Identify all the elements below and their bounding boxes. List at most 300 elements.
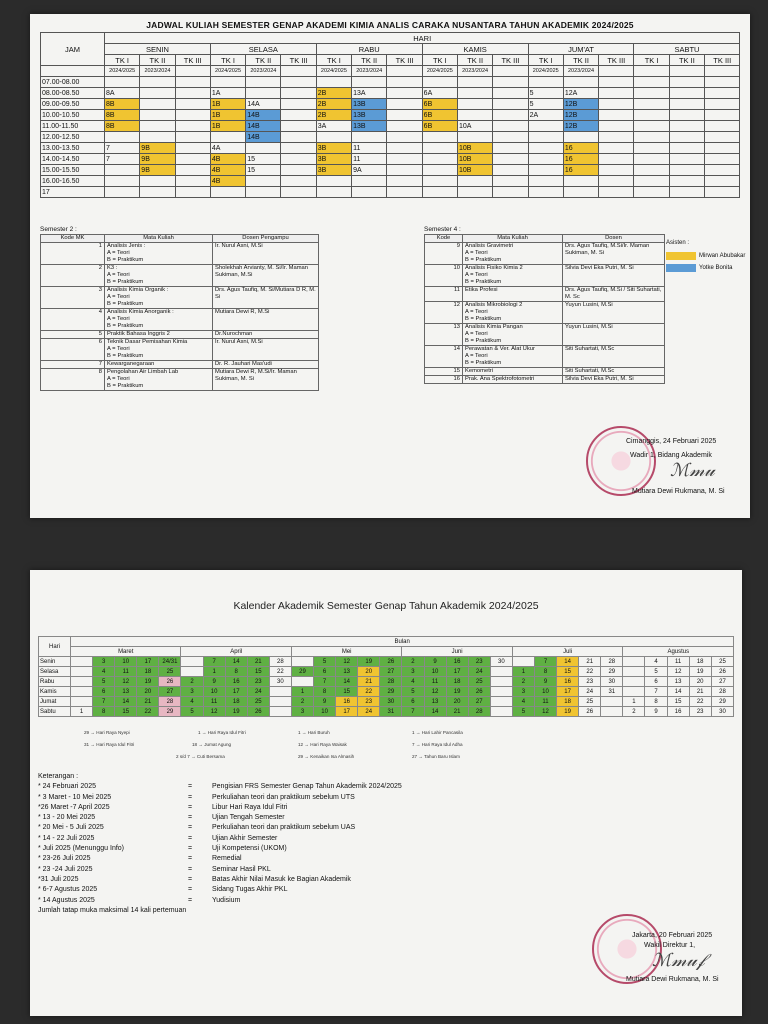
calendar-date: 12 <box>336 657 358 667</box>
calendar-date: 13 <box>424 697 446 707</box>
class-cell <box>669 143 704 154</box>
calendar-date: 16 <box>667 707 689 717</box>
class-cell <box>105 165 140 176</box>
class-cell: 9B <box>140 165 175 176</box>
class-cell <box>175 154 210 165</box>
course-code: 7 <box>41 361 105 369</box>
holiday-item: 29 → Hari Raya Nyepi <box>84 730 130 735</box>
class-cell <box>457 110 492 121</box>
calendar-date: 9 <box>645 707 667 717</box>
class-cell <box>140 176 175 187</box>
semester4-table <box>424 234 665 384</box>
calendar-date: 5 <box>181 707 203 717</box>
class-cell <box>634 110 669 121</box>
calendar-date: 4 <box>512 697 534 707</box>
class-cell: 5 <box>528 99 563 110</box>
course-line: B = Praktikum <box>465 338 502 344</box>
calendar-date <box>291 677 313 687</box>
class-cell <box>599 187 634 198</box>
course-lecturer: Sholekhah Arvianty, M. Si/Ir. Maman Sukiman, M.Si <box>213 265 319 287</box>
class-cell <box>705 88 740 99</box>
day-header: SABTU <box>634 44 740 55</box>
calendar-date: 3 <box>512 687 534 697</box>
course-row <box>41 309 319 331</box>
calendar-date: 17 <box>446 667 468 677</box>
calendar-notes <box>38 772 402 916</box>
course-line: B = Praktikum <box>107 279 144 285</box>
calendar-date: 22 <box>137 707 159 717</box>
class-cell <box>493 110 528 121</box>
calendar-date: 18 <box>137 667 159 677</box>
course-line: B = Praktikum <box>107 353 144 359</box>
signature2-role: Wakil Direktur 1, <box>644 942 696 949</box>
calendar-date: 12 <box>534 707 556 717</box>
class-cell <box>705 132 740 143</box>
class-cell <box>246 187 281 198</box>
calendar-date: 19 <box>446 687 468 697</box>
semester2-table <box>40 234 319 391</box>
course-row <box>41 369 319 391</box>
course-lecturer: Siti Suhartati, M.Sc <box>563 346 665 368</box>
class-cell <box>705 176 740 187</box>
course-lecturer: Ir. Nurul Asni, M.Si <box>213 339 319 361</box>
calendar-day-name: Sabtu <box>39 707 71 717</box>
class-cell <box>669 88 704 99</box>
course-line: A = Teori <box>465 331 488 337</box>
class-cell <box>669 99 704 110</box>
calendar-date: 20 <box>358 667 380 677</box>
calendar-date: 28 <box>159 697 181 707</box>
class-cell: 6B <box>422 110 457 121</box>
class-cell <box>528 176 563 187</box>
class-cell <box>457 99 492 110</box>
course-line: A = Teori <box>107 272 130 278</box>
course-line: Analisis Kimia Pangan <box>465 324 523 330</box>
day-header: SELASA <box>210 44 316 55</box>
course-line: B = Praktikum <box>107 257 144 263</box>
class-cell <box>669 176 704 187</box>
calendar-date: 30 <box>490 657 512 667</box>
class-cell <box>669 110 704 121</box>
calendar-date: 24 <box>358 707 380 717</box>
calendar-date: 11 <box>115 667 137 677</box>
course-line: B = Praktikum <box>465 360 502 366</box>
calendar-date: 19 <box>358 657 380 667</box>
calendar-date: 9 <box>203 677 225 687</box>
class-cell <box>175 132 210 143</box>
class-cell: 4B <box>210 154 245 165</box>
course-name <box>463 376 563 384</box>
class-cell <box>563 187 598 198</box>
class-cell: 10B <box>457 154 492 165</box>
course-row <box>41 265 319 287</box>
signature2-place-date: Jakarta, 20 Februari 2025 <box>632 932 713 939</box>
calendar-date: 21 <box>358 677 380 687</box>
course-line: Analisis Mikrobiologi 2 <box>465 302 523 308</box>
schedule-row <box>41 110 740 121</box>
holiday-item: 2 s/d 7 → Cuti Bersama <box>176 754 225 759</box>
class-cell <box>528 154 563 165</box>
class-cell <box>140 121 175 132</box>
class-cell <box>210 132 245 143</box>
course-name <box>105 287 213 309</box>
class-cell: 8B <box>105 99 140 110</box>
class-cell: 13B <box>352 121 387 132</box>
calendar-date <box>269 687 291 697</box>
course-line: Etika Profesi <box>465 287 498 293</box>
class-cell: 8B <box>105 110 140 121</box>
calendar-date: 26 <box>247 707 269 717</box>
course-line: Praktik Bahasa Inggris 2 <box>107 331 170 337</box>
calendar-date: 2 <box>402 657 424 667</box>
course-line: B = Praktikum <box>465 257 502 263</box>
class-cell <box>140 110 175 121</box>
calendar-date: 29 <box>291 667 313 677</box>
course-line: Analisis Kimia Anorganik : <box>107 309 174 315</box>
class-cell <box>387 110 422 121</box>
calendar-date: 24/31 <box>159 657 181 667</box>
class-cell: 10B <box>457 143 492 154</box>
calendar-date: 15 <box>115 707 137 717</box>
year-cell <box>705 66 740 77</box>
note-row <box>38 896 402 906</box>
course-row <box>41 287 319 309</box>
note-date: * Juli 2025 (Menunggu Info) <box>38 845 124 853</box>
calendar-date: 1 <box>291 687 313 697</box>
class-cell <box>634 99 669 110</box>
course-line: B = Praktikum <box>107 383 144 389</box>
course-code: 14 <box>425 346 463 368</box>
calendar-date: 30 <box>380 697 402 707</box>
note-row <box>38 803 402 813</box>
class-cell <box>281 154 316 165</box>
calendar-date: 10 <box>203 687 225 697</box>
month-header: April <box>181 647 291 657</box>
course-code: 11 <box>425 287 463 302</box>
course-name <box>463 302 563 324</box>
class-cell: 5 <box>528 88 563 99</box>
schedule-row <box>41 143 740 154</box>
class-cell <box>599 143 634 154</box>
note-desc: Remedial <box>212 855 242 863</box>
course-lecturer: Ir. Nurul Asni, M.Si <box>213 243 319 265</box>
course-lecturer: Yuyun Lusini, M.Si <box>563 324 665 346</box>
month-header: Mei <box>291 647 401 657</box>
class-cell: 12B <box>563 110 598 121</box>
asisten-name: Mirwan Abubakar <box>699 253 746 259</box>
note-separator: = <box>188 803 193 811</box>
course-row <box>425 302 665 324</box>
calendar-date: 2 <box>181 677 203 687</box>
class-cell <box>563 77 598 88</box>
time-cell: 16.00-16.50 <box>41 176 105 187</box>
calendar-date <box>623 657 645 667</box>
class-cell <box>669 132 704 143</box>
schedule-row <box>41 187 740 198</box>
course-lecturer: Dr. R. Jauhari Mas'udi <box>213 361 319 369</box>
calendar-date <box>71 677 93 687</box>
class-cell <box>599 121 634 132</box>
course-line: A = Teori <box>107 346 130 352</box>
class-cell <box>281 88 316 99</box>
class-cell <box>281 132 316 143</box>
year-cell: 2023/2024 <box>457 66 492 77</box>
calendar-date: 23 <box>689 707 711 717</box>
course-header: Mata Kuliah <box>463 235 563 243</box>
calendar-date: 5 <box>402 687 424 697</box>
calendar-date: 9 <box>534 677 556 687</box>
calendar-date: 19 <box>689 667 711 677</box>
note-desc: Sidang Tugas Akhir PKL <box>212 886 288 894</box>
calendar-date: 25 <box>468 677 490 687</box>
class-cell <box>140 187 175 198</box>
calendar-date: 12 <box>115 677 137 687</box>
calendar-date: 11 <box>203 697 225 707</box>
signature-role: Wadir 1, Bidang Akademik <box>630 452 712 459</box>
class-cell <box>493 88 528 99</box>
calendar-date: 19 <box>557 707 579 717</box>
class-cell <box>669 121 704 132</box>
class-cell: 2A <box>528 110 563 121</box>
class-cell: 2B <box>316 88 351 99</box>
note-date: * 24 Februari 2025 <box>38 783 96 791</box>
calendar-day-name: Rabu <box>39 677 71 687</box>
course-line: Pengolahan Air Limbah Lab <box>107 369 179 375</box>
course-line: A = Teori <box>465 250 488 256</box>
class-cell: 16 <box>563 165 598 176</box>
month-header: Agustus <box>623 647 734 657</box>
calendar-date: 4 <box>93 667 115 677</box>
calendar-date: 30 <box>269 677 291 687</box>
calendar-date: 20 <box>137 687 159 697</box>
note-desc: Perkuliahan teori dan praktikum sebelum UAS <box>212 824 356 832</box>
class-cell: 12B <box>563 121 598 132</box>
asisten-legend <box>666 240 745 276</box>
class-cell <box>493 187 528 198</box>
calendar-date: 19 <box>225 707 247 717</box>
class-cell <box>210 77 245 88</box>
class-cell <box>705 187 740 198</box>
note-date: * 13 - 20 Mei 2025 <box>38 814 96 822</box>
note-date: * 6-7 Agustus 2025 <box>38 886 98 894</box>
notes-footnote: Jumlah tatap muka maksimal 14 kali pertemuan <box>38 906 187 914</box>
calendar-sheet <box>30 570 742 1016</box>
class-cell <box>175 99 210 110</box>
class-cell <box>669 77 704 88</box>
calendar-date: 30 <box>601 677 623 687</box>
class-cell: 9B <box>140 143 175 154</box>
time-cell: 14.00-14.50 <box>41 154 105 165</box>
course-line: Kemometri <box>465 368 494 374</box>
course-line: K3 : <box>107 265 118 271</box>
class-cell: 14A <box>246 99 281 110</box>
class-cell: 2B <box>316 99 351 110</box>
calendar-date: 3 <box>93 657 115 667</box>
calendar-date: 4 <box>402 677 424 687</box>
schedule-row <box>41 154 740 165</box>
class-cell <box>140 88 175 99</box>
class-cell <box>705 121 740 132</box>
class-cell: 16 <box>563 143 598 154</box>
course-lecturer: Dr.Nurochman <box>213 331 319 339</box>
note-desc: Yudisium <box>212 896 241 904</box>
calendar-date <box>512 657 534 667</box>
calendar-row <box>39 707 734 717</box>
course-line: A = Teori <box>107 376 130 382</box>
note-separator: = <box>188 865 193 873</box>
class-cell: 1B <box>210 110 245 121</box>
calendar-date: 28 <box>601 657 623 667</box>
course-name <box>105 309 213 331</box>
jam-header: JAM <box>41 33 105 66</box>
course-line: B = Praktikum <box>465 316 502 322</box>
calendar-date: 8 <box>534 667 556 677</box>
calendar-date <box>623 677 645 687</box>
class-cell <box>422 132 457 143</box>
class-cell <box>599 176 634 187</box>
calendar-date: 27 <box>380 667 402 677</box>
holiday-item: 1 → Hari Buruh <box>298 730 330 735</box>
asisten-swatch <box>666 264 696 272</box>
calendar-day-name: Jumat <box>39 697 71 707</box>
class-cell <box>316 77 351 88</box>
calendar-date: 12 <box>203 707 225 717</box>
note-row <box>38 782 402 792</box>
calendar-day-name: Kamis <box>39 687 71 697</box>
stamp-seal <box>586 426 656 496</box>
level-header: TK I <box>105 55 140 66</box>
calendar-date: 9 <box>314 697 336 707</box>
level-header: TK I <box>316 55 351 66</box>
level-header: TK II <box>140 55 175 66</box>
calendar-date: 4 <box>645 657 667 667</box>
class-cell <box>705 99 740 110</box>
calendar-date <box>181 667 203 677</box>
course-name <box>463 368 563 376</box>
notes-title: Keterangan : <box>38 773 79 780</box>
course-line: A = Teori <box>107 294 130 300</box>
class-cell <box>563 132 598 143</box>
calendar-date: 10 <box>314 707 336 717</box>
calendar-date <box>291 657 313 667</box>
class-cell <box>422 77 457 88</box>
class-cell: 13A <box>352 88 387 99</box>
class-cell <box>175 121 210 132</box>
class-cell: 15 <box>246 154 281 165</box>
note-separator: = <box>188 783 193 791</box>
handwritten-signature-2: ℳ𝓂𝓊𝒻 <box>652 950 705 971</box>
class-cell <box>281 176 316 187</box>
class-cell: 3B <box>316 154 351 165</box>
note-desc: Ujian Tengah Semester <box>212 814 285 822</box>
year-cell: 2023/2024 <box>246 66 281 77</box>
asisten-name: Yotke Bonita <box>699 265 733 271</box>
year-cell <box>387 66 422 77</box>
course-row <box>425 324 665 346</box>
holiday-item: 7 → Hari Raya Idul Adha <box>412 742 463 747</box>
calendar-date: 7 <box>645 687 667 697</box>
calendar-date: 29 <box>711 697 734 707</box>
class-cell <box>387 143 422 154</box>
calendar-date: 8 <box>314 687 336 697</box>
holiday-item: 31 → Hari Raya Idul Fitri <box>84 742 135 747</box>
class-cell <box>528 77 563 88</box>
course-row <box>425 376 665 384</box>
year-cell: 2024/2025 <box>105 66 140 77</box>
calendar-date: 23 <box>468 657 490 667</box>
course-lecturer: Drs. Agus Taufiq, M.Si/Ir. Maman Sukiman, M. Si <box>563 243 665 265</box>
class-cell: 14B <box>246 110 281 121</box>
calendar-date <box>623 667 645 677</box>
class-cell <box>387 77 422 88</box>
class-cell: 11 <box>352 143 387 154</box>
calendar-date: 6 <box>93 687 115 697</box>
calendar-date: 14 <box>336 677 358 687</box>
class-cell <box>705 77 740 88</box>
note-date: * 14 - 22 Juli 2025 <box>38 834 95 842</box>
level-header: TK III <box>705 55 740 66</box>
calendar-date: 29 <box>601 667 623 677</box>
course-header: Kode <box>425 235 463 243</box>
note-row <box>38 813 402 823</box>
course-row <box>425 368 665 376</box>
note-separator: = <box>188 875 193 883</box>
calendar-date: 28 <box>380 677 402 687</box>
course-lecturer: Silvia Devi Eka Putri, M. Si <box>563 376 665 384</box>
calendar-date: 20 <box>689 677 711 687</box>
semester2-label: Semester 2 : <box>40 226 77 233</box>
class-cell: 6B <box>422 121 457 132</box>
course-line: Analisis Fisiko Kimia 2 <box>465 265 523 271</box>
class-cell <box>281 110 316 121</box>
class-cell <box>599 110 634 121</box>
calendar-date: 3 <box>181 687 203 697</box>
course-lecturer: Mutiara Dewi R, M.Si <box>213 309 319 331</box>
class-cell <box>175 143 210 154</box>
time-cell: 09.00-09.50 <box>41 99 105 110</box>
time-cell: 07.00-08.00 <box>41 77 105 88</box>
course-code: 16 <box>425 376 463 384</box>
year-cell: 2024/2025 <box>528 66 563 77</box>
calendar-date: 24 <box>468 667 490 677</box>
class-cell: 14B <box>246 121 281 132</box>
class-cell: 1B <box>210 121 245 132</box>
note-separator: = <box>188 896 193 904</box>
level-header: TK I <box>422 55 457 66</box>
class-cell <box>599 154 634 165</box>
note-date: * 20 Mei - 5 Juli 2025 <box>38 824 104 832</box>
class-cell: 13B <box>352 99 387 110</box>
holiday-item: 18 → Jumat Agung <box>192 742 232 747</box>
calendar-date: 31 <box>380 707 402 717</box>
calendar-date: 18 <box>446 677 468 687</box>
calendar-date <box>490 707 512 717</box>
calendar-date <box>71 657 93 667</box>
course-row <box>425 346 665 368</box>
month-header: Juni <box>402 647 512 657</box>
class-cell <box>422 143 457 154</box>
class-cell <box>563 176 598 187</box>
calendar-date: 4 <box>181 697 203 707</box>
class-cell: 4B <box>210 165 245 176</box>
class-cell <box>175 165 210 176</box>
calendar-date: 17 <box>557 687 579 697</box>
class-cell <box>493 121 528 132</box>
course-lecturer: Drs. Agus Taufiq, M.Si / Siti Suhartati, M. Sc <box>563 287 665 302</box>
calendar-date: 24 <box>247 687 269 697</box>
day-header: SENIN <box>105 44 211 55</box>
calendar-date: 28 <box>711 687 734 697</box>
